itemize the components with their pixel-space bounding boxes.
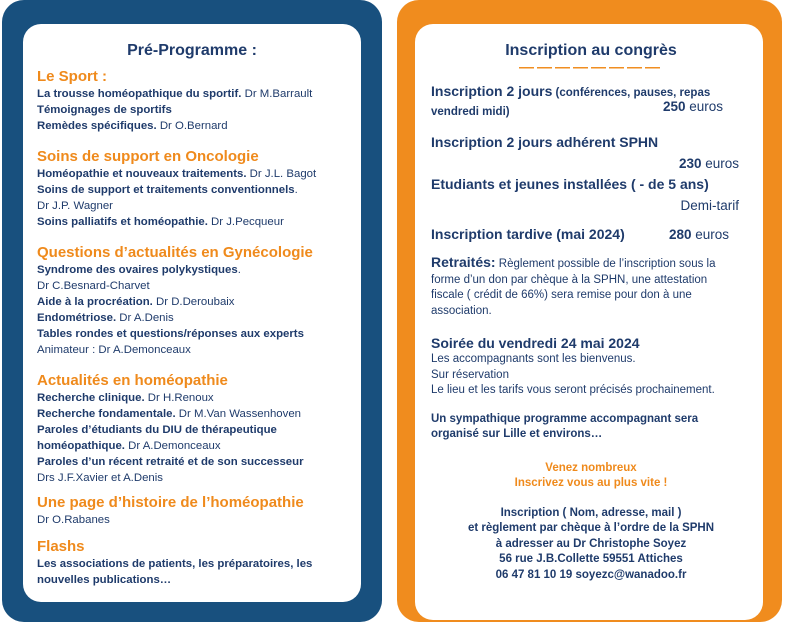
right-panel [397, 0, 782, 622]
section-title: Actualités en homéopathie [37, 372, 228, 389]
fee-member-label: Inscription 2 jours adhérent SPHN [431, 134, 659, 150]
section-title: Une page d’histoire de l’homéopathie [37, 494, 304, 511]
call-line: Inscrivez vous au plus vite ! [514, 477, 668, 489]
fee-late-price: 280 euros [669, 227, 730, 242]
section-line: Soins de support et traitements conventionnels. [37, 184, 298, 196]
retraites-line: association. [431, 304, 492, 317]
soiree-line: Sur réservation [431, 368, 509, 381]
contact-line: 56 rue J.B.Collette 59551 Attiches [499, 553, 683, 565]
fee-standard-price: 250 euros [662, 99, 723, 114]
section-line: Les associations de patients, les préparatoires, les [37, 558, 313, 570]
fee-standard [431, 83, 751, 117]
programme-title: Pré-Programme : [127, 42, 257, 59]
section-line: Témoignages de sportifs [37, 104, 172, 116]
fee-students-label: Etudiants et jeunes installées ( - de 5 ans) [431, 176, 709, 192]
fee-students-price: Demi-tarif [680, 198, 739, 213]
section-line: Dr O.Rabanes [37, 514, 110, 526]
programme-accompagnant [431, 412, 751, 443]
programme-section [37, 148, 347, 230]
fee-late [431, 226, 751, 243]
call-to-action [431, 461, 751, 492]
inscription-title: Inscription au congrès [505, 42, 677, 59]
left-panel [2, 0, 382, 622]
section-line: Remèdes spécifiques. Dr O.Bernard [37, 120, 228, 132]
section-title: Flashs [37, 538, 85, 555]
section-line: Tables rondes et questions/réponses aux experts [37, 328, 304, 340]
section-line: Dr C.Besnard-Charvet [37, 280, 150, 292]
section-line: Recherche clinique. Dr H.Renoux [37, 392, 214, 404]
section-line: homéopathique. Dr A.Demonceaux [37, 440, 221, 452]
title-underline: ———————— [519, 59, 663, 76]
section-line: Syndrome des ovaires polykystiques. [37, 264, 241, 276]
section-line: Dr J.P. Wagner [37, 200, 113, 212]
programme-sections [37, 68, 347, 588]
section-title: Questions d’actualités en Gynécologie [37, 244, 313, 261]
contact-block [431, 506, 751, 584]
section-title: Le Sport : [37, 68, 107, 85]
retraites-line: Règlement possible de l’inscription sous la [495, 258, 716, 270]
programme-line: Un sympathique programme accompagnant sera [431, 412, 699, 425]
fee-students [431, 176, 751, 214]
contact-line: et règlement par chèque à l’ordre de la SPHN [467, 522, 715, 534]
programme-section [37, 244, 347, 358]
programme-section [37, 538, 347, 588]
contact-line: à adresser au Dr Christophe Soyez [495, 537, 687, 550]
contact-line: 06 47 81 10 19 soyezc@wanadoo.fr [495, 568, 687, 581]
section-line: Recherche fondamentale. Dr M.Van Wassenhoven [37, 408, 301, 420]
section-line: Drs J.F.Xavier et A.Denis [37, 472, 163, 484]
section-line: Paroles d’étudiants du DIU de thérapeutique [37, 424, 277, 436]
programme-section [37, 68, 347, 134]
fee-standard-label: Inscription 2 jours [431, 83, 553, 99]
section-line: Homéopathie et nouveaux traitements. Dr J.L. Bagot [37, 168, 317, 180]
retraites-block [431, 255, 751, 319]
retraites-label: Retraités: [431, 254, 496, 270]
soiree-line: Les accompagnants sont les bienvenus. [431, 353, 636, 365]
inscription-card [415, 24, 763, 620]
section-line: nouvelles publications… [37, 574, 172, 586]
section-line: Aide à la procréation. Dr D.Deroubaix [37, 296, 235, 308]
soiree-line: Le lieu et les tarifs vous seront précisés prochainement. [431, 384, 715, 396]
fee-member-price: 230 euros [678, 156, 739, 171]
programme-section [37, 372, 347, 486]
fee-late-label: Inscription tardive (mai 2024) [431, 226, 625, 242]
section-line: Soins palliatifs et homéopathie. Dr J.Pecqueur [37, 216, 284, 228]
contact-line: Inscription ( Nom, adresse, mail ) [500, 506, 682, 519]
programme-section [37, 494, 347, 528]
soiree-block [431, 335, 751, 399]
section-line: Animateur : Dr A.Demonceaux [37, 344, 191, 356]
programme-card [23, 24, 361, 602]
programme-line: organisé sur Lille et environs… [431, 428, 603, 440]
fee-standard-detail-2: vendredi midi) [431, 106, 510, 118]
fee-member [431, 134, 751, 172]
section-line: Endométriose. Dr A.Denis [37, 312, 174, 324]
call-line: Venez nombreux [545, 461, 637, 474]
section-line: La trousse homéopathique du sportif. Dr M.Barrault [37, 88, 313, 100]
section-title: Soins de support en Oncologie [37, 148, 259, 165]
soiree-title: Soirée du vendredi 24 mai 2024 [431, 335, 640, 351]
retraites-line: fiscale ( crédit de 66%) sera remise pour don à une [431, 289, 692, 301]
section-line: Paroles d’un récent retraité et de son successeur [37, 456, 304, 468]
fee-standard-detail: (conférences, pauses, repas [552, 87, 711, 99]
retraites-line: forme d’un don par chèque à la SPHN, une attestation [431, 273, 708, 286]
